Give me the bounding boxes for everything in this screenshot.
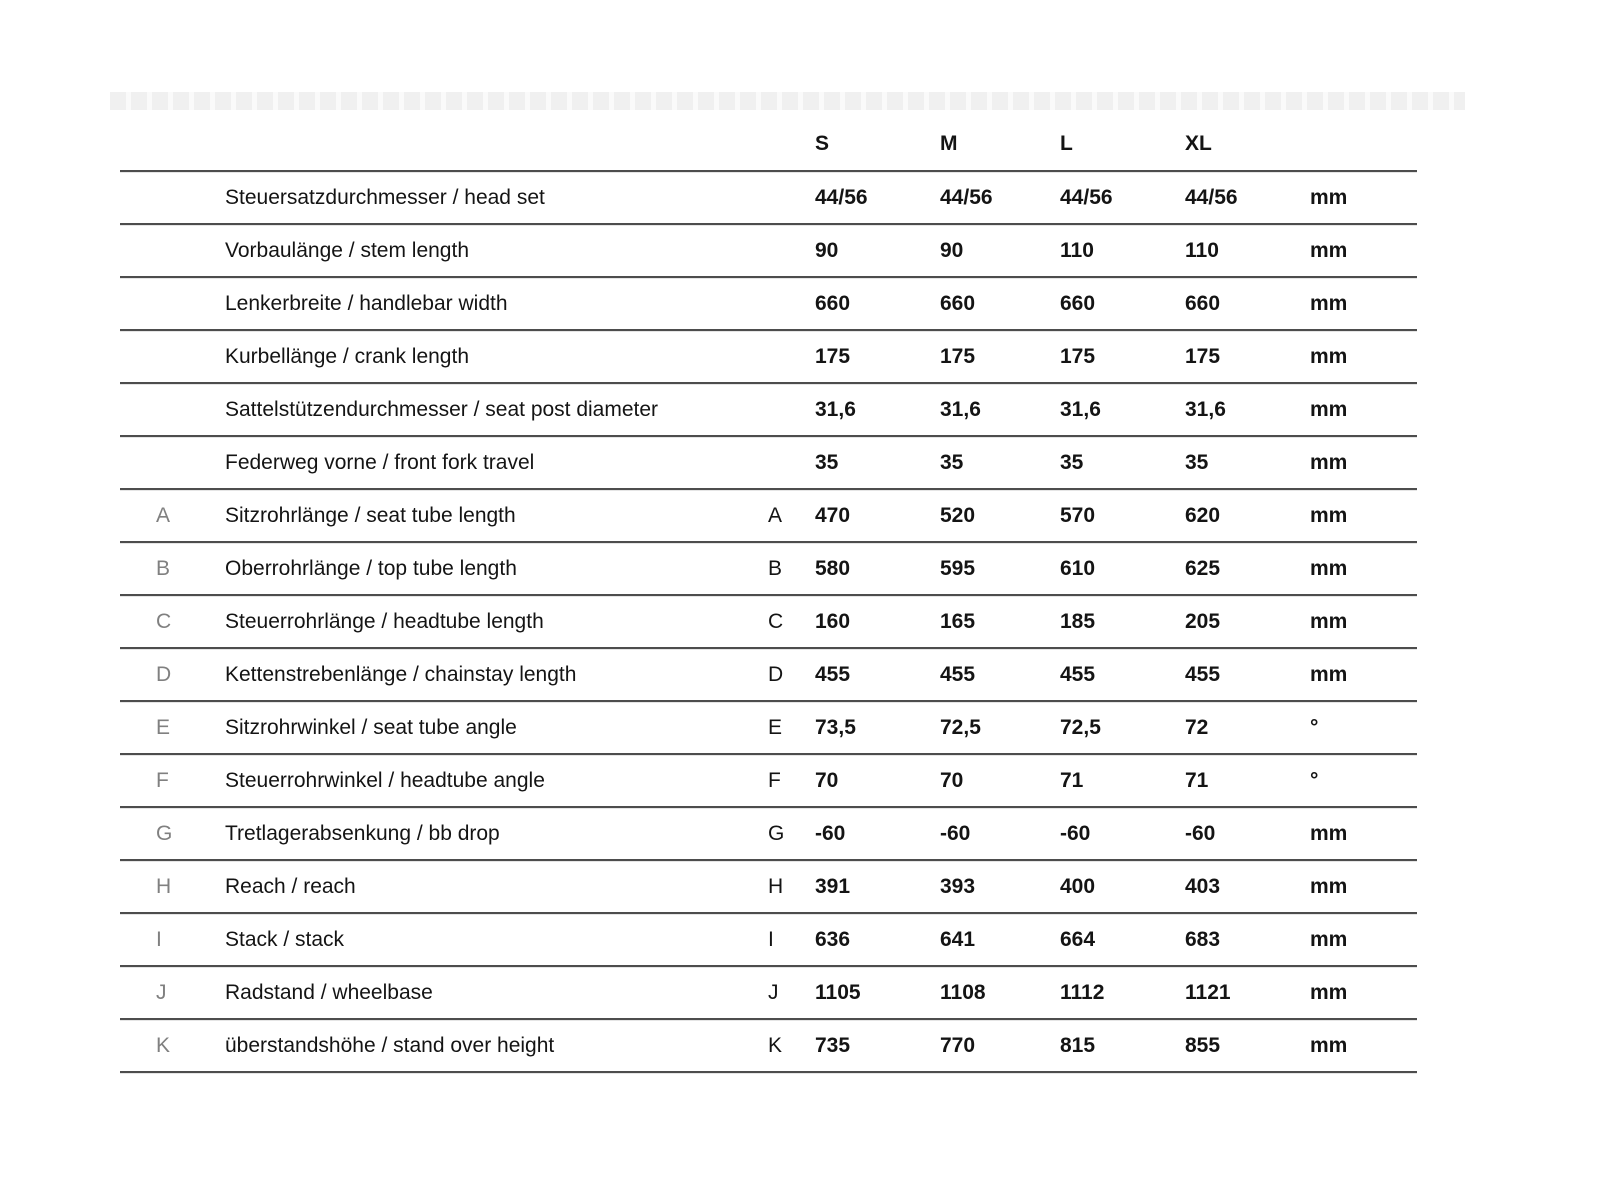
size-header-m: M: [940, 132, 958, 155]
row-value-m: 44/56: [940, 185, 993, 209]
row-value-m: 165: [940, 609, 976, 633]
row-value-l: 44/56: [1060, 185, 1113, 209]
row-value-m: 72,5: [940, 715, 981, 739]
table-row: [120, 808, 1417, 861]
row-label: Oberrohrlänge / top tube length: [225, 556, 517, 580]
table-row: [120, 861, 1417, 914]
table-row: [120, 490, 1417, 543]
table-row: [120, 596, 1417, 649]
row-value-m: 35: [940, 450, 964, 474]
row-value-s: 580: [815, 556, 851, 580]
row-label: überstandshöhe / stand over height: [225, 1033, 555, 1057]
row-value-s: 470: [815, 503, 851, 527]
row-unit: mm: [1310, 609, 1348, 633]
row-letter-key: I: [156, 927, 162, 951]
row-letter: I: [768, 927, 774, 951]
row-letter-key: J: [156, 980, 167, 1004]
row-value-s: 73,5: [815, 715, 856, 739]
row-unit: mm: [1310, 980, 1348, 1004]
row-value-m: 175: [940, 344, 976, 368]
row-value-xl: 110: [1185, 238, 1219, 262]
row-value-xl: 855: [1185, 1033, 1221, 1057]
row-value-l: 185: [1060, 609, 1096, 633]
table-row: [120, 384, 1417, 437]
row-label: Steuerrohrwinkel / headtube angle: [225, 768, 545, 792]
row-value-m: 31,6: [940, 397, 981, 421]
row-value-m: 641: [940, 927, 976, 951]
table-row: [120, 331, 1417, 384]
row-value-s: 31,6: [815, 397, 856, 421]
table-row: [120, 649, 1417, 702]
row-letter-key: B: [156, 556, 171, 580]
row-letter-key: H: [156, 874, 172, 898]
row-value-xl: 683: [1185, 927, 1221, 951]
row-value-m: 70: [940, 768, 964, 792]
row-value-s: 391: [815, 874, 851, 898]
row-value-xl: 625: [1185, 556, 1221, 580]
row-letter-key: C: [156, 609, 172, 633]
row-unit: mm: [1310, 1033, 1348, 1057]
row-label: Tretlagerabsenkung / bb drop: [225, 821, 500, 845]
row-label: Lenkerbreite / handlebar width: [225, 291, 508, 315]
row-value-s: 175: [815, 344, 851, 368]
row-label: Sitzrohrwinkel / seat tube angle: [225, 715, 517, 739]
row-letter-key: D: [156, 662, 172, 686]
row-value-l: 1112: [1060, 980, 1105, 1004]
row-letter-key: F: [156, 768, 169, 792]
size-header-l: L: [1060, 132, 1073, 155]
row-value-l: 664: [1060, 927, 1096, 951]
row-value-l: 71: [1060, 768, 1084, 792]
row-value-xl: 44/56: [1185, 185, 1238, 209]
table-row: [120, 702, 1417, 755]
row-unit: mm: [1310, 927, 1348, 951]
row-letter: B: [768, 556, 783, 580]
row-letter: E: [768, 715, 783, 739]
row-value-s: 70: [815, 768, 839, 792]
row-value-m: 520: [940, 503, 976, 527]
row-unit: mm: [1310, 291, 1348, 315]
row-value-l: 175: [1060, 344, 1096, 368]
table-row: [120, 1020, 1417, 1073]
row-value-s: 35: [815, 450, 839, 474]
row-unit: mm: [1310, 662, 1348, 686]
size-header-s: S: [815, 132, 830, 155]
row-label: Kettenstrebenlänge / chainstay length: [225, 662, 577, 686]
row-label: Kurbellänge / crank length: [225, 344, 469, 368]
row-value-xl: 403: [1185, 874, 1221, 898]
row-unit: mm: [1310, 821, 1348, 845]
row-unit: °: [1310, 768, 1319, 792]
row-value-xl: 620: [1185, 503, 1221, 527]
row-letter: K: [768, 1033, 783, 1057]
row-value-l: 31,6: [1060, 397, 1101, 421]
row-value-s: -60: [815, 821, 846, 845]
row-value-m: -60: [940, 821, 971, 845]
row-unit: °: [1310, 715, 1319, 739]
row-letter: J: [768, 980, 779, 1004]
row-unit: mm: [1310, 344, 1348, 368]
row-letter: H: [768, 874, 784, 898]
row-letter: F: [768, 768, 781, 792]
decorative-dashed-strip: [110, 92, 1465, 110]
table-rows: [120, 172, 1417, 1073]
row-label: Reach / reach: [225, 874, 356, 898]
row-value-s: 660: [815, 291, 851, 315]
row-value-m: 660: [940, 291, 976, 315]
row-unit: mm: [1310, 397, 1348, 421]
row-value-s: 44/56: [815, 185, 868, 209]
row-value-l: 400: [1060, 874, 1096, 898]
row-letter-key: K: [156, 1033, 171, 1057]
row-unit: mm: [1310, 503, 1348, 527]
row-value-s: 455: [815, 662, 851, 686]
row-value-l: 815: [1060, 1033, 1096, 1057]
table-row: [120, 278, 1417, 331]
row-unit: mm: [1310, 238, 1348, 262]
row-value-l: 110: [1060, 238, 1094, 262]
row-value-xl: 205: [1185, 609, 1221, 633]
row-value-xl: 31,6: [1185, 397, 1226, 421]
row-value-xl: 175: [1185, 344, 1221, 368]
table-row: [120, 543, 1417, 596]
table-row: [120, 437, 1417, 490]
table-row: [120, 914, 1417, 967]
row-label: Steuersatzdurchmesser / head set: [225, 185, 545, 209]
row-unit: mm: [1310, 874, 1348, 898]
row-value-xl: 71: [1185, 768, 1209, 792]
row-value-s: 90: [815, 238, 839, 262]
row-label: Sitzrohrlänge / seat tube length: [225, 503, 516, 527]
row-value-l: 72,5: [1060, 715, 1101, 739]
row-letter-key: A: [156, 503, 171, 527]
table-row: [120, 225, 1417, 278]
size-header-xl: XL: [1185, 132, 1212, 155]
row-value-xl: 72: [1185, 715, 1209, 739]
table-row: [120, 967, 1417, 1020]
row-value-l: 455: [1060, 662, 1096, 686]
row-label: Radstand / wheelbase: [225, 980, 433, 1004]
row-value-l: 570: [1060, 503, 1096, 527]
row-letter: C: [768, 609, 784, 633]
row-value-l: 660: [1060, 291, 1096, 315]
row-value-s: 636: [815, 927, 851, 951]
table-row: [120, 755, 1417, 808]
row-label: Federweg vorne / front fork travel: [225, 450, 535, 474]
row-value-s: 1105: [815, 980, 861, 1004]
row-letter: D: [768, 662, 784, 686]
bike-geometry-table: [120, 118, 1417, 1073]
row-value-xl: 660: [1185, 291, 1221, 315]
row-label: Vorbaulänge / stem length: [225, 238, 470, 262]
row-label: Steuerrohrlänge / headtube length: [225, 609, 544, 633]
table-row: [120, 172, 1417, 225]
row-letter: G: [768, 821, 785, 845]
row-value-m: 595: [940, 556, 976, 580]
row-value-m: 393: [940, 874, 976, 898]
row-value-m: 1108: [940, 980, 986, 1004]
row-value-m: 90: [940, 238, 964, 262]
row-value-m: 455: [940, 662, 976, 686]
row-letter-key: E: [156, 715, 171, 739]
row-value-xl: 455: [1185, 662, 1221, 686]
row-value-l: 610: [1060, 556, 1096, 580]
row-value-s: 160: [815, 609, 851, 633]
row-value-l: 35: [1060, 450, 1084, 474]
row-value-xl: 1121: [1185, 980, 1231, 1004]
row-label: Sattelstützendurchmesser / seat post diameter: [225, 397, 659, 421]
row-label: Stack / stack: [225, 927, 345, 951]
row-letter-key: G: [156, 821, 173, 845]
row-value-l: -60: [1060, 821, 1091, 845]
row-unit: mm: [1310, 450, 1348, 474]
row-unit: mm: [1310, 185, 1348, 209]
row-value-m: 770: [940, 1033, 976, 1057]
row-unit: mm: [1310, 556, 1348, 580]
size-header-row: [120, 118, 1417, 172]
row-value-xl: -60: [1185, 821, 1216, 845]
row-letter: A: [768, 503, 783, 527]
row-value-xl: 35: [1185, 450, 1209, 474]
row-value-s: 735: [815, 1033, 851, 1057]
